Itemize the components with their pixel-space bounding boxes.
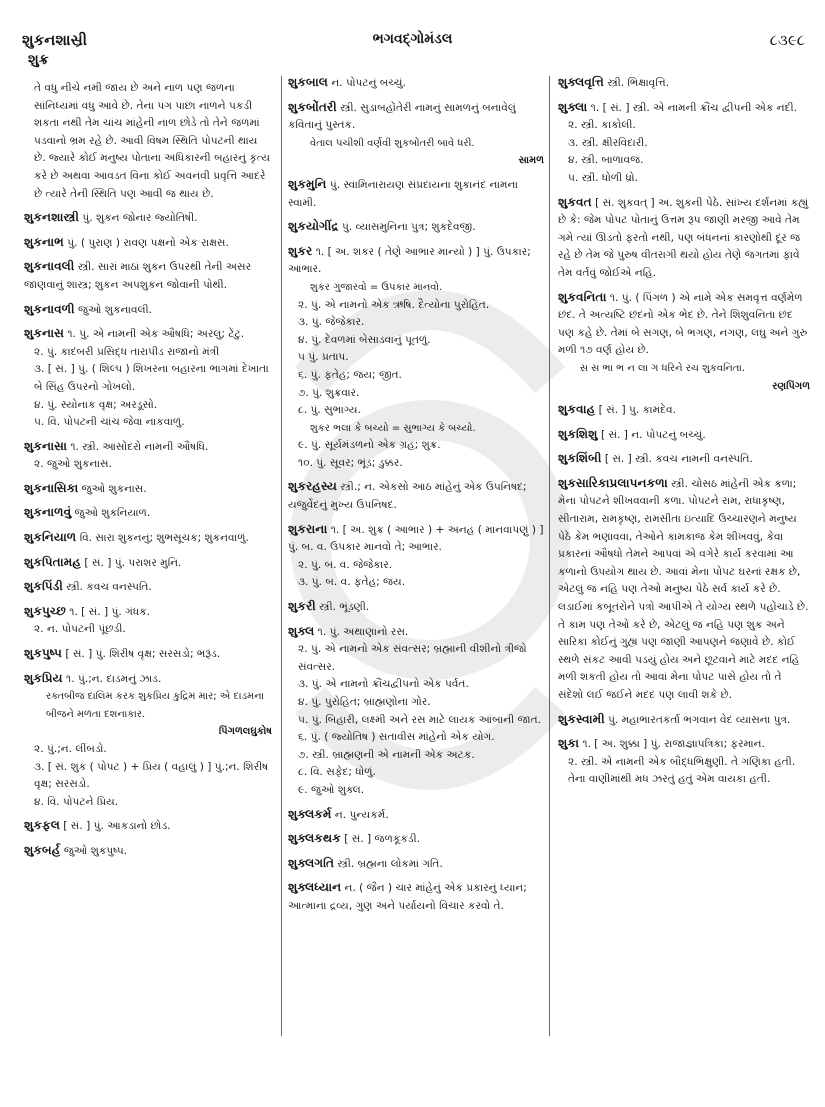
- entry-headword: શુકરહસ્ય: [288, 479, 337, 494]
- entry-headword: શુક્લગતિ: [288, 855, 335, 870]
- entry-sense: ૨. ન. પોપટની પૂંછડી.: [34, 623, 126, 636]
- entry-headword: શુકબાલ: [288, 75, 328, 89]
- entry-definition: ૧. પું.;ન. દાડમનું ઝાડ.: [66, 672, 162, 685]
- entry-definition: ન. ( જૈન ) ચાર માંહેનું એક પ્રકારનું ધ્યાન; આત્માના દ્રવ્ય, ગુણ અને પર્યાયનો વિચાર કરવો તે.: [288, 882, 527, 912]
- entry-quotation: વેતાલ પચીશી વર્ણવી શુકબોંતરી બાવે ધરી.: [310, 137, 475, 149]
- dictionary-entry: [288, 855, 544, 874]
- dictionary-entry: [24, 480, 272, 499]
- entry-definition: [ સં. ] પું. પરાશર મુનિ.: [84, 556, 182, 569]
- dictionary-entry: [288, 806, 544, 825]
- entry-definition: ૧. [ સં. ] સ્ત્રી. એ નામની ક્રૌંચ દ્વીપની એક નદી.: [590, 101, 797, 114]
- column-divider: [549, 76, 550, 1036]
- entry-headword: શુકબોંતરી: [288, 99, 337, 114]
- entry-sense: ૪. પું. દેવળમાં બેસાડવાનું પૂતળું.: [298, 333, 431, 346]
- entry-definition: [ સં. ] પુ. કામદેવ.: [598, 404, 676, 417]
- entry-sense: ૫ પું. પ્રતાપ.: [298, 351, 349, 364]
- entry-headword: શુકનિયાળ: [24, 530, 77, 545]
- dictionary-entry: [24, 603, 272, 639]
- entry-headword: શુકપુષ્પ: [24, 646, 62, 661]
- quotation-source: રણપિંગળ: [772, 380, 810, 392]
- entry-definition: પું. મહાભારતકર્તા ભગવાન વેદ વ્યાસના પુત્ર.: [608, 713, 791, 726]
- column-1: [24, 80, 272, 867]
- dictionary-entry: [558, 99, 810, 188]
- entry-definition: [ સં. ] પું. શિરીષ વૃક્ષ; સરસડો; ભરૂંડ.: [65, 648, 221, 661]
- entry-sense: ૨. પું. બ. વ. જેજેકાર.: [298, 558, 393, 571]
- dictionary-entry: [288, 478, 544, 514]
- entry-sense: ૯. પું. સૂર્યમંડળનો એક ગ્રહ; શુક્ર.: [298, 439, 441, 452]
- entry-headword: શુકયોગીંદ્ર: [288, 219, 339, 234]
- entry-sense: ૭. સ્ત્રી. બ્રાહ્મણની એ નામની એક અટક.: [298, 748, 475, 761]
- entry-definition: [ સં. ] જળકૂકડી.: [344, 833, 421, 846]
- dictionary-entry: [558, 401, 810, 420]
- entry-sense: ૩. [ સં. ] પું. ( શિલ્પ ) શિખરના બહારના ભાગમાં દેખાતા બે સિંહ ઉપરનો ગોખલો.: [34, 363, 269, 393]
- entry-headword: શુકનાવળી: [24, 301, 75, 316]
- entry-quotation: રક્તબીજ દાલિમ કરક શુકપ્રિય કુદ્રિમ માર; એ દાડમના બીજને મળતા દશનાકાર.: [46, 691, 264, 720]
- entry-headword: શુકનાભ: [24, 234, 64, 249]
- dictionary-entry: [24, 438, 272, 474]
- entry-definition: પું. શુકન જોનાર જ્યોતિષી.: [82, 212, 198, 225]
- dictionary-title: ભગવદ્ગોમંડલ: [372, 31, 453, 47]
- entry-sense: ૯. જુઓ શુક્લ.: [298, 783, 365, 796]
- entry-sense: ૨. પું. એ નામનો એક સંવત્સર; બ્રહ્માની વીશીનો ત્રીજો સંવત્સર.: [298, 643, 527, 673]
- quotation-source: પિંગળલઘુકોષ: [218, 726, 272, 738]
- dictionary-entry: [24, 301, 272, 320]
- dictionary-entry: [558, 475, 810, 705]
- dictionary-entry: [288, 521, 544, 592]
- entry-headword: શુકફલ: [24, 818, 60, 833]
- guide-word-sub: શુક્ર: [28, 52, 49, 68]
- entry-sense: ૪. વિ. પોપટને પ્રિય.: [34, 795, 119, 808]
- entry-definition: સ્ત્રી. ચોસઠ માંહેની એક કળા; મેના પોપટને શીખવવાની કળા. પોપટને રામ, રાધાકૃષ્ણ, સીતારામ, રામકૃષ્ણ, રામસીતા ઇત્યાદિ ઉચ્ચારણને મનુષ્ય પેઠે કેમ ભણાવવા, તેઓને કામકાજ કેમ શીખવવું, કેવા પ્રકારનાં ઔષધો તેમને આપવાં એ વગેરે કાર્ય કરવામાં આ કળાનો ઉપયોગ થાય છે. આવાં મેના પોપટ ઘરનાં રક્ષક છે, એટલું જ નહિ પણ તેઓ મનુષ્ય પેઠે સર્વ કાર્ય કરે છે. લડાઈમાં કબૂતરોને પત્રો આપીએ તે યોગ્ય સ્થળે પહોંચાડે છે. તે કામ પણ તેઓ કરે છે, એટલું જ નહિ પણ શુક અને સારિકા કોઈનું ગુહ્ય પણ જાણી આપણને જણાવે છે. કોઈ સ્થળે સંકટ આવી પડયું હોય અને છૂટવાને માટે મદદ નહિ મળી શકતી હોય તો આવાં મેના પોપટ પાસે હોય તો તે સંદેશો લઈ જઈને મદદ પણ લાવી શકે છે.: [558, 477, 809, 701]
- entry-definition: સ્ત્રી. સારાં માઠાં શુકન ઉપરથી તેની અસર જાણવાનું શાસ્ત્ર; શુકન અપશુકન જોવાની પોથી.: [24, 261, 252, 291]
- entry-headword: શુક્લધ્યાન: [288, 880, 342, 895]
- entry-sense: ૨. પું. એ નામનો એક ઋષિ. દૈત્યોના પુરોહિત.: [298, 298, 490, 311]
- dictionary-entry: [558, 74, 810, 93]
- entry-headword: શુકનશાસ્ત્રી: [24, 210, 79, 225]
- entry-definition: તે વધુ નીચે નમી જાય છે અને નાળ પણ જળના સાંનિધ્યમાં વધુ આવે છે. તેના પગ પાછા નાળને પકડી શકતા નથી તેમ ચાંચ માંહેની નાળ છોડે તો તેને જળમાં પડવાનો ભ્રમ રહે છે. આવી વિષમ સ્થિતિ પોપટની થાય છે. જ્યારે કોઈ મનુષ્ય પોતાના અધિકારની બહારનું કૃત્ય કરે છે અથવા આવડત વિના કોઈ અવનવી પ્રવૃત્તિ આદરે છે ત્યારે તેની સ્થિતિ પણ આવી જ થાય છે.: [34, 82, 271, 200]
- entry-headword: શુકર: [288, 243, 313, 258]
- entry-headword: શુકપિંડી: [24, 579, 63, 594]
- entry-sense: ૭. પું. શુક્રવાર.: [298, 386, 360, 399]
- dictionary-entry: [24, 645, 272, 664]
- dictionary-entry: [288, 879, 544, 915]
- entry-definition: ૧. [ અ. શુક્ર ( આભાર ) + અનહ ( માનવાપણું ) ] પું. બ. વ. ઉપકાર માનવો તે; આભાર.: [288, 523, 544, 554]
- entry-definition: સ્ત્રી. બ્રહ્મના લોકમાં ગતિ.: [337, 857, 443, 870]
- dictionary-entry: [288, 218, 544, 237]
- dictionary-entry: [558, 194, 810, 283]
- entry-definition: ૧. પું. એ નામની એક ઔષધિ; અરલુ; ટેંટુ.: [67, 328, 245, 341]
- entry-definition: પું. ( પુરાણ ) રાવણ પક્ષનો એક રાક્ષસ.: [67, 236, 229, 249]
- dictionary-entry: [24, 258, 272, 294]
- dictionary-entry: [24, 209, 272, 228]
- entry-headword: શુકવનિતા: [558, 289, 607, 304]
- entry-definition: [ સં. શુકવત્ ] અ. શુકની પેઠે. સાંખ્ય દર્શનમાં કહ્યું છે કે: જેમ પોપટ પોતાનું ઉત્તમ રૂપ જાણી મરજી આવે તેમ ગમે ત્યાં ઊડતો ફરતો નથી, પણ બંધનનાં કારણોથી દૂર જ રહે છે તેમ જે પુરુષ વીતરાગી થયો હોય તેણે જગતમાં ફાવે તેમ વર્તવું જોઈએ નહિ.: [558, 196, 809, 279]
- entry-sense: ૧૦. પું. સૂવર; ભૂંડ; ડુક્કર.: [298, 456, 403, 469]
- dictionary-entry: [24, 325, 272, 432]
- entry-quotation: શુકર ભલા કે બચ્યો = સુભાગ્ય કે બચ્યો.: [310, 422, 476, 434]
- dictionary-entry: [288, 74, 544, 93]
- entry-headword: શુક્લા: [558, 99, 588, 114]
- dictionary-entry: [288, 176, 544, 212]
- dictionary-entry: [24, 817, 272, 836]
- dictionary-entry: [288, 623, 544, 800]
- entry-headword: શુકસારિકાપ્રલાપનકળા: [558, 475, 668, 490]
- entry-sense: ૩. પું. જેજેકાર.: [298, 316, 365, 329]
- entry-headword: શુક્લ: [288, 623, 315, 638]
- dictionary-entry: [288, 830, 544, 849]
- quotation-source: સામળ: [518, 155, 544, 167]
- entry-headword: શુકપિતામહ: [24, 554, 82, 569]
- entry-headword: શુક્લવૃત્તિ: [558, 75, 604, 89]
- entry-definition: ૧. [ અ. શુક્કા ] પું. રાજાજ્ઞાપત્રિકા; ફરમાન.: [582, 738, 765, 751]
- entry-headword: શુકરી: [288, 599, 316, 614]
- entry-sense: ૪. સ્ત્રી. બાળાવજ.: [568, 154, 644, 167]
- entry-sense: ૨. પું.;ન. લીંબડો.: [34, 743, 107, 755]
- entry-definition: સ્ત્રી. ભિક્ષાવૃત્તિ.: [607, 77, 670, 89]
- column-2: [288, 74, 544, 922]
- entry-sense: ૫. સ્ત્રી. ધોળી ધ્રો.: [568, 171, 638, 184]
- entry-headword: શુકરાના: [288, 521, 328, 536]
- page-header: [0, 0, 825, 68]
- column-3: [558, 74, 810, 795]
- dictionary-entry: [24, 234, 272, 253]
- entry-definition: જુઓ શુકનિયાળ.: [74, 507, 151, 520]
- entry-definition: જુઓ શુકનાવલી.: [78, 303, 153, 316]
- entry-sense: ૨. જુઓ શુકનાસ.: [34, 458, 112, 471]
- entry-headword: શુકા: [558, 736, 579, 751]
- entry-headword: શુકશિંબી: [558, 451, 602, 466]
- entry-definition: ૧. પું. અથાણાનો રસ.: [317, 625, 409, 638]
- dictionary-entry: [558, 711, 810, 730]
- entry-sense: ૪. પું. સ્યોનાક વૃક્ષ; અરડૂસો.: [34, 398, 158, 411]
- dictionary-entry: [288, 243, 544, 473]
- entry-headword: શુકનાળવું: [24, 505, 72, 520]
- dictionary-entry: [24, 670, 272, 812]
- dictionary-entry: [24, 578, 272, 597]
- dictionary-entry: [558, 289, 810, 396]
- entry-definition: વિ. સારા શુકનનું; શુભસૂચક; શુકનવાળું.: [79, 532, 249, 545]
- page-number: ૮૩૯૮: [769, 31, 805, 49]
- entry-headword: શુકનાસ: [24, 326, 64, 341]
- entry-sense: ૫. પું. બિહારી, લક્ષ્મી અને રસ માટે લાયક આંબાની જાત.: [298, 713, 542, 726]
- dictionary-entry: [558, 450, 810, 469]
- entry-headword: શુકનાવલી: [24, 259, 75, 274]
- entry-sense: ૩. સ્ત્રી. ક્ષીરવિદારી.: [568, 136, 648, 149]
- entry-sense: ૮. વિ. સફેદ; ધોળું.: [298, 766, 376, 779]
- entry-sense: ૬. પું. ફતેહ; જય; જીત.: [298, 368, 402, 381]
- dictionary-entry: [288, 598, 544, 617]
- entry-headword: શુકવત: [558, 194, 592, 209]
- entry-sense: ૨. સ્ત્રી. કાકોલી.: [568, 119, 636, 132]
- entry-headword: શુકનાસા: [24, 438, 67, 453]
- dictionary-entry: [24, 554, 272, 573]
- entry-definition: ન. પુન્યકર્મ.: [334, 808, 389, 821]
- entry-sense: ૪. પું. પુરોહિત; બ્રાહ્મણોના ગોર.: [298, 696, 431, 708]
- entry-sense: ૨. પું. કાદંબરી પ્રસિદ્ધ તારાપીડ રાજાનો મંત્રી: [34, 345, 220, 358]
- entry-sense: ૩. [ સં. શુક ( પોપટ ) + પ્રિય ( વહાલું ) ] પું.;ન. શિરીષ વૃક્ષ; સરસડો.: [34, 760, 269, 791]
- entry-definition: સ્ત્રી.; ન. એકસો આઠ માંહેનું એક ઉપનિષદ; યજુર્વેદનું મુખ્ય ઉપનિષદ.: [288, 481, 527, 512]
- entry-definition: [ સં. ] પું. આકડાનો છોડ.: [63, 820, 171, 833]
- guide-word-first: શુકનશાસ્રી: [22, 31, 88, 49]
- entry-sense: ૩. પું. એ નામનો ક્રૌંચદ્વીપનો એક પર્વત.: [298, 678, 469, 691]
- entry-definition: જુઓ શુકપુષ્પ.: [63, 844, 128, 857]
- entry-sense: ૬. પું. ( જ્યોતિષ ) સતાવીસ માંહેનો એક યોગ.: [298, 731, 495, 744]
- dictionary-entry: [558, 426, 810, 445]
- entry-headword: શુક્લકથક: [288, 831, 341, 846]
- entry-quotation: સ સ ભા ભ ન લા ગ ધરિને રચ શુકવનિતા.: [580, 362, 746, 374]
- entry-definition: [ સં. ] સ્ત્રી. કવચ નામની વનસ્પતિ.: [604, 453, 753, 466]
- dictionary-entry: [24, 529, 272, 548]
- dictionary-entry: [24, 80, 272, 203]
- entry-sense: ૩. પું. બ. વ. ફતેહ; જય.: [298, 576, 406, 589]
- entry-definition: સ્ત્રી. કવચ વનસ્પતિ.: [66, 581, 152, 594]
- entry-definition: પું. સ્વામિનારાયણ સંપ્રદાયના શુકાનંદ નામના સ્વામી.: [288, 178, 518, 209]
- entry-headword: શુકશિશુ: [558, 426, 598, 441]
- entry-definition: ન. પોપટનું બચ્ચું.: [331, 77, 406, 89]
- entry-quotation: શુકર ગુજારવો = ઉપકાર માનવો.: [310, 281, 443, 293]
- entry-headword: શુકનાસિકા: [24, 480, 79, 495]
- entry-headword: શુકમુનિ: [288, 176, 327, 191]
- entry-headword: શુકપ્રિય: [24, 670, 63, 685]
- entry-headword: શુકવાહ: [558, 402, 596, 417]
- entry-definition: ૧. પું. ( પિંગળ ) એ નામે એક સમવૃત્ત વર્ણમેળ છંદ. તે અત્યષ્ટિ છંદનો એક ભેદ છે. તેને શિશુવનિતા છંદ પણ કહે છે. તેમાં બે સગણ, બે ભગણ, નગણ, લઘુ અને ગુરુ મળી ૧૭ વર્ણ હોય છે.: [558, 291, 808, 357]
- entry-definition: સ્ત્રી. સુડાબહોંતેરી નામનું સામળનું બનાવેલું કવિતાનું પુસ્તક.: [288, 101, 516, 132]
- entry-headword: શુકબર્હ: [24, 842, 61, 857]
- entry-sense: ૮. પું. સુભાગ્ય.: [298, 404, 361, 417]
- dictionary-entry: [24, 842, 272, 861]
- entry-headword: શુકસ્વામી: [558, 711, 605, 726]
- entry-sense: ૫. વિ. પોપટની ચાંચ જેવા નાકવાળું.: [34, 416, 185, 429]
- entry-definition: ૧. સ્ત્રી. આસોંદરો નામની ઔષધિ.: [70, 440, 209, 453]
- entry-definition: સ્ત્રી. ભૂંડણી.: [319, 601, 370, 614]
- entry-definition: ૧. [ સં. ] પું. ગંધક.: [69, 605, 151, 618]
- entry-headword: શુકપુચ્છ: [24, 603, 66, 618]
- dictionary-entry: [558, 735, 810, 789]
- entry-definition: ૧. [ અ. શકર ( તેણે આભાર માન્યો ) ] પું. ઉપકાર; આભાર.: [288, 245, 531, 276]
- entry-sense: ૨. સ્ત્રી. એ નામની એક બૌદ્ધભિક્ષુણી. તે ગણિકા હતી. તેના વાણીમાંથી મધ ઝરતું હતું એમ વાયકા હતી.: [568, 755, 796, 786]
- entry-definition: [ સં. ] ન. પોપટનું બચ્ચું.: [600, 428, 706, 441]
- entry-headword: શુક્લકર્મ: [288, 806, 332, 821]
- column-divider: [281, 76, 282, 1036]
- entry-definition: જુઓ શુકનાસ.: [81, 482, 147, 495]
- entry-definition: પું. વ્યાસમુનિના પુત્ર; શુકદેવજી.: [342, 221, 476, 234]
- dictionary-entry: [24, 504, 272, 523]
- dictionary-entry: [288, 99, 544, 170]
